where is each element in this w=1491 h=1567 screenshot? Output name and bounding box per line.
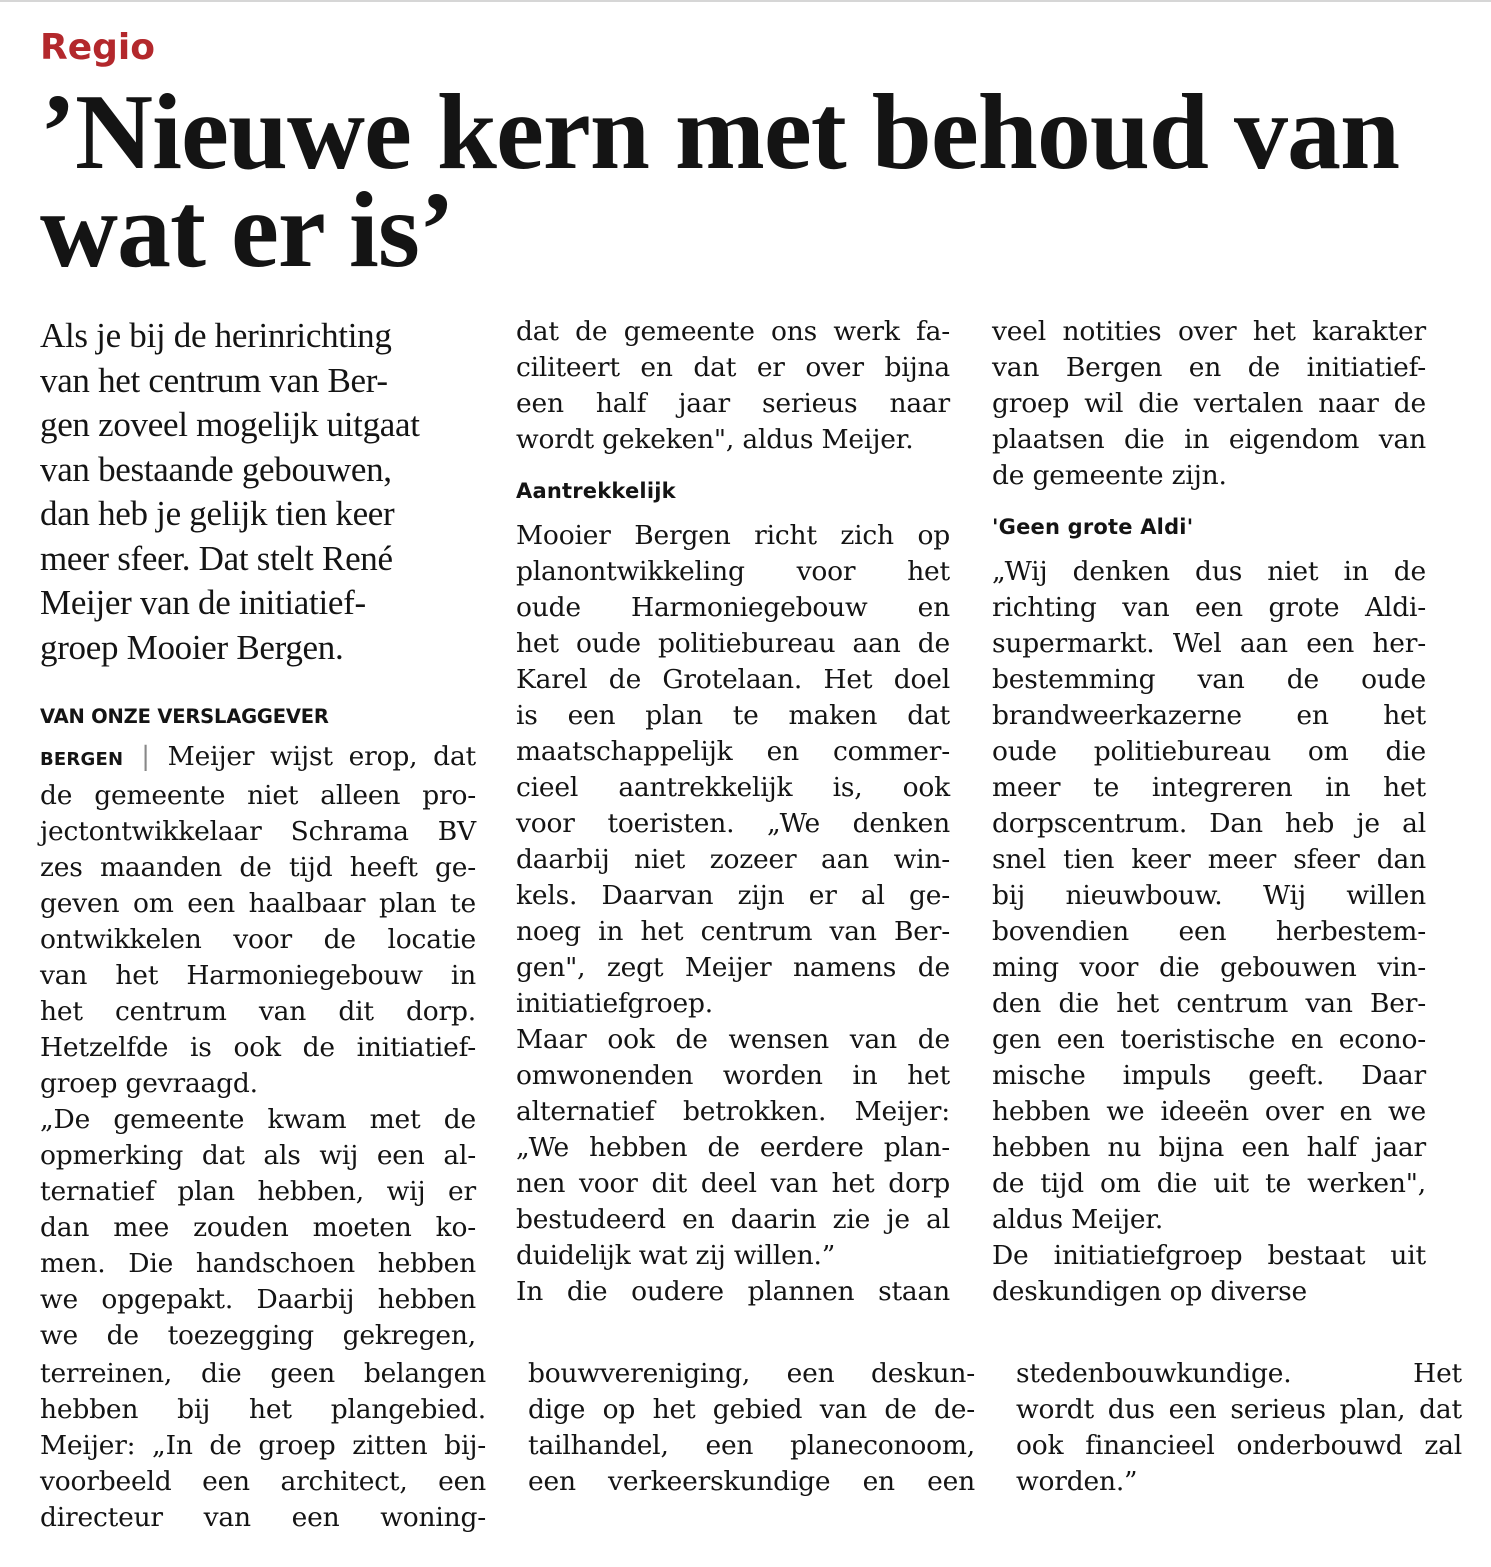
text-line: bestudeerd en daarin zie je al <box>516 1204 950 1235</box>
text-line: het centrum van dit dorp. <box>40 996 476 1027</box>
text-line: Maar ook de wensen van de <box>516 1024 950 1055</box>
text-line: opmerking dat als wij een al- <box>40 1140 476 1171</box>
text-line: duidelijk wat zij willen.” <box>516 1240 836 1271</box>
text-line: de tijd om die uit te werken", <box>992 1168 1426 1199</box>
headline-line: ’Nieuwe kern met behoud van <box>40 73 1400 192</box>
text-line: planontwikkeling voor het <box>516 556 950 587</box>
lead-line: dan heb je gelijk tien keer <box>40 494 395 533</box>
text-line: voorbeeld een architect, een <box>40 1466 486 1497</box>
headline-line: wat er is’ <box>40 171 454 290</box>
text-line: oude Harmoniegebouw en <box>516 592 950 623</box>
lead-paragraph <box>40 314 480 670</box>
lead-line: van het centrum van Ber- <box>40 360 388 400</box>
text-line: meer te integreren in het <box>992 772 1426 803</box>
text-line: De initiatiefgroep bestaat uit <box>992 1240 1426 1271</box>
text-line: „De gemeente kwam met de <box>40 1104 476 1135</box>
text-line: noeg in het centrum van Ber- <box>516 916 950 947</box>
text-line: Mooier Bergen richt zich op <box>516 520 950 551</box>
text-line: hebben bij het plangebied. <box>40 1394 486 1425</box>
text-line: ternatief plan hebben, wij er <box>40 1176 476 1207</box>
text-line: nen voor dit deel van het dorp <box>516 1168 950 1199</box>
text-line: Meijer: „In de groep zitten bij- <box>40 1430 486 1461</box>
text-line: cieel aantrekkelijk is, ook <box>516 772 950 803</box>
text-line: Meijer wijst erop, dat <box>167 741 476 772</box>
text-line: is een plan te maken dat <box>516 700 950 731</box>
text-line: dorpscentrum. Dan heb je al <box>992 808 1426 839</box>
text-line: stedenbouwkundige. Het <box>1016 1358 1462 1389</box>
bottom-column-1 <box>40 1356 486 1536</box>
text-line: In die oudere plannen staan <box>516 1276 950 1307</box>
text-line: terreinen, die geen belangen <box>40 1358 486 1389</box>
section-label: Regio <box>40 27 155 68</box>
text-line: gen", zegt Meijer namens de <box>516 952 950 983</box>
text-line: veel notities over het karakter <box>992 316 1426 347</box>
text-line: tailhandel, een planeconoom, <box>528 1430 975 1461</box>
text-line: men. Die handschoen hebben <box>40 1248 476 1279</box>
text-line: de gemeente zijn. <box>992 460 1227 491</box>
text-line: alternatief betrokken. Meijer: <box>516 1096 950 1127</box>
text-line: de gemeente niet alleen pro- <box>40 780 476 811</box>
article-column-3 <box>992 314 1426 1310</box>
text-line: wordt gekeken", aldus Meijer. <box>516 424 914 455</box>
text-line: we opgepakt. Daarbij hebben <box>40 1284 476 1315</box>
article-column-1 <box>40 739 476 1354</box>
text-line: plaatsen die in eigendom van <box>992 424 1426 455</box>
text-line: „Wij denken dus niet in de <box>992 556 1426 587</box>
text-line: hebben nu bijna een half jaar <box>992 1132 1426 1163</box>
text-line: groep gevraagd. <box>40 1068 258 1099</box>
text-line: dige op het gebied van de de- <box>528 1394 975 1425</box>
text-line: geven om een haalbaar plan te <box>40 888 476 919</box>
text-line: het oude politiebureau aan de <box>516 628 950 659</box>
text-line: van Bergen en de initiatief- <box>992 352 1426 383</box>
bottom-column-3 <box>1016 1356 1462 1500</box>
article-column-2 <box>516 314 950 1310</box>
text-line: gen een toeristische en econo- <box>992 1024 1426 1055</box>
text-line: brandweerkazerne en het <box>992 700 1426 731</box>
text-line: maatschappelijk en commer- <box>516 736 950 767</box>
byline: VAN ONZE VERSLAGGEVER <box>40 705 329 728</box>
text-line: worden.” <box>1016 1466 1138 1497</box>
text-line: ming voor die gebouwen vin- <box>992 952 1426 983</box>
text-line: bouwvereniging, een deskun- <box>528 1358 975 1389</box>
text-line: dan mee zouden moeten ko- <box>40 1212 476 1243</box>
text-line: oude politiebureau om die <box>992 736 1426 767</box>
text-line: ciliteert en dat er over bijna <box>516 352 950 383</box>
headline <box>40 73 1470 290</box>
lead-line: van bestaande gebouwen, <box>40 449 392 489</box>
text-line: bovendien een herbestem- <box>992 916 1426 947</box>
text-line: hebben we ideeën over en we <box>992 1096 1426 1127</box>
dateline: BERGEN <box>40 749 124 770</box>
text-line: dat de gemeente ons werk fa- <box>516 316 950 347</box>
text-line: daarbij niet zozeer aan win- <box>516 844 950 875</box>
lead-line: Meijer van de initiatief- <box>40 583 366 622</box>
text-line: zes maanden de tijd heeft ge- <box>40 852 476 883</box>
text-line: voor toeristen. „We denken <box>516 808 950 839</box>
lead-line: gen zoveel mogelijk uitgaat <box>40 405 420 444</box>
text-line: initiatiefgroep. <box>516 988 714 1019</box>
text-line: kels. Daarvan zijn er al ge- <box>516 880 950 911</box>
first-line <box>40 739 476 778</box>
text-line: richting van een grote Aldi- <box>992 592 1426 623</box>
text-line: Hetzelfde is ook de initiatief- <box>40 1032 476 1063</box>
lead-line: meer sfeer. Dat stelt René <box>40 538 393 578</box>
text-line: deskundigen op diverse <box>992 1276 1307 1307</box>
text-line: „We hebben de eerdere plan- <box>516 1132 950 1163</box>
text-line: ook financieel onderbouwd zal <box>1016 1430 1462 1461</box>
lead-line: Als je bij de herinrichting <box>40 316 392 355</box>
text-line: supermarkt. Wel aan een her- <box>992 628 1426 659</box>
text-line: een half jaar serieus naar <box>516 388 950 419</box>
text-line: we de toezegging gekregen, <box>40 1320 476 1351</box>
text-line: bestemming van de oude <box>992 664 1426 695</box>
text-line: jectontwikkelaar Schrama BV <box>40 816 476 847</box>
text-line: Karel de Grotelaan. Het doel <box>516 664 950 695</box>
text-line: groep wil die vertalen naar de <box>992 388 1426 419</box>
text-line: den die het centrum van Ber- <box>992 988 1426 1019</box>
text-line: wordt dus een serieus plan, dat <box>1016 1394 1462 1425</box>
text-line: omwonenden worden in het <box>516 1060 950 1091</box>
top-rule <box>0 0 1491 2</box>
lead-line: groep Mooier Bergen. <box>40 627 344 667</box>
subheading: 'Geen grote Aldi' <box>992 515 1194 539</box>
text-line: mische impuls geeft. Daar <box>992 1060 1426 1091</box>
dateline-separator: | <box>141 741 150 772</box>
text-line: directeur van een woning- <box>40 1502 486 1533</box>
bottom-column-2 <box>528 1356 975 1500</box>
text-line: van het Harmoniegebouw in <box>40 960 476 991</box>
subheading: Aantrekkelijk <box>516 479 676 503</box>
text-line: aldus Meijer. <box>992 1204 1164 1235</box>
text-line: snel tien keer meer sfeer dan <box>992 844 1426 875</box>
text-line: een verkeerskundige en een <box>528 1466 975 1497</box>
text-line: ontwikkelen voor de locatie <box>40 924 476 955</box>
text-line: bij nieuwbouw. Wij willen <box>992 880 1426 911</box>
